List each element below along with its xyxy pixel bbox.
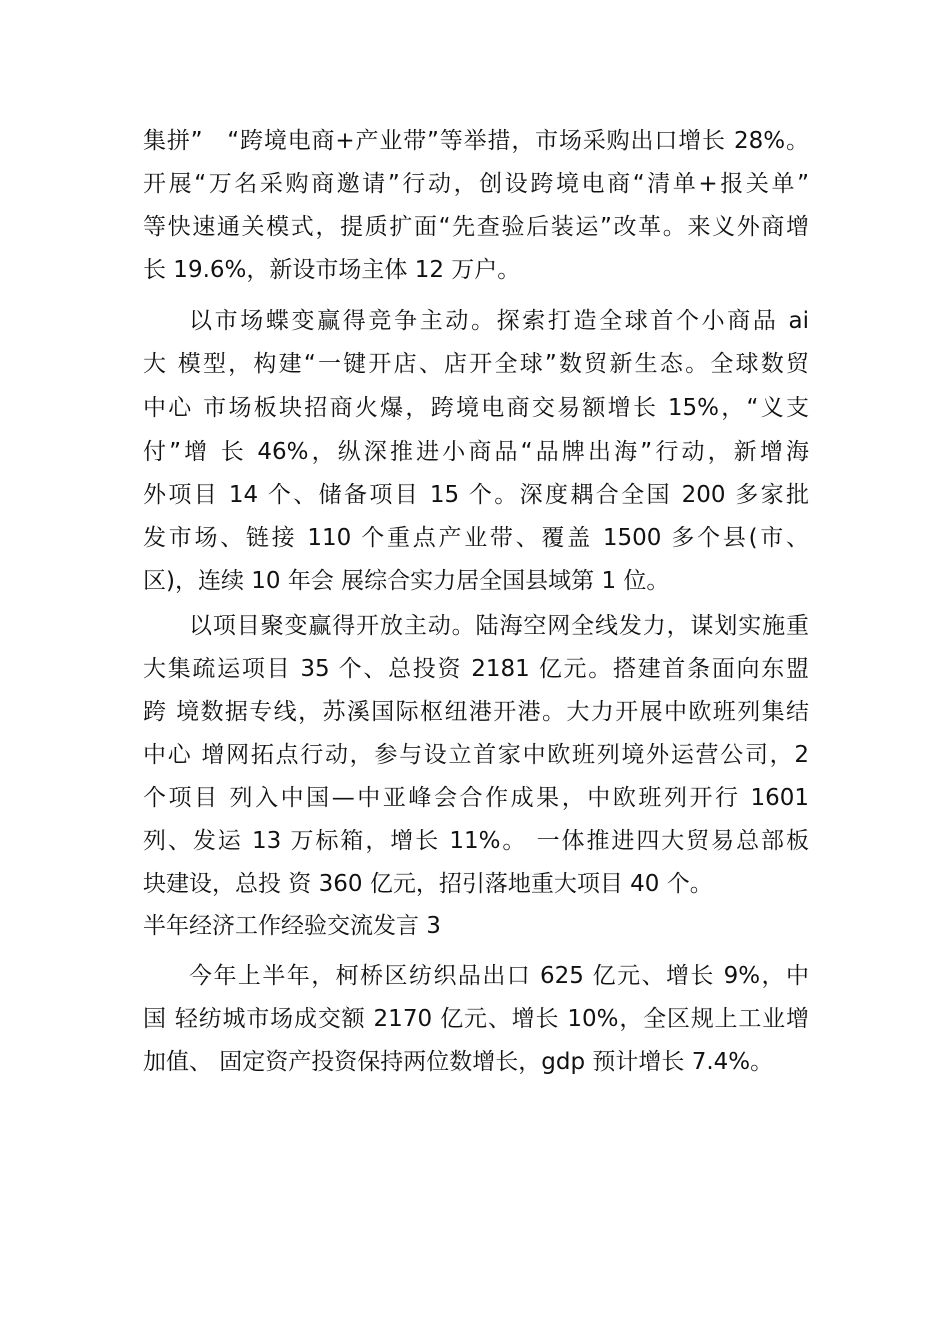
text-line: 开展“万名采购商邀请”行动，创设跨境电商“清单+报关单”: [143, 171, 809, 197]
text-line: 大 模型，构建“一键开店、店开全球”数贸新生态。全球数贸: [143, 351, 809, 377]
text-line: 个项目 列入中国—中亚峰会合作成果，中欧班列开行 1601: [143, 785, 809, 811]
text-line: 列、发运 13 万标箱，增长 11%。 一体推进四大贸易总部板: [143, 828, 809, 854]
text-line: 等快速通关模式，提质扩面“先查验后装运”改革。来义外商增: [143, 214, 809, 240]
text-line: 跨 境数据专线，苏溪国际枢纽港开港。大力开展中欧班列集结: [143, 699, 809, 725]
text-line: 国 轻纺城市场成交额 2170 亿元、增长 10%，全区规上工业增: [143, 1006, 809, 1032]
text-line: 中心 增网拓点行动，参与设立首家中欧班列境外运营公司，2: [143, 742, 809, 768]
text-line: 外项目 14 个、储备项目 15 个。深度耦合全国 200 多家批: [143, 482, 809, 508]
text-line: 今年上半年，柯桥区纺织品出口 625 亿元、增长 9%，中: [189, 963, 809, 989]
text-line: 长 19.6%，新设市场主体 12 万户。: [143, 257, 521, 283]
text-line: 以项目聚变赢得开放主动。陆海空网全线发力，谋划实施重: [189, 613, 809, 639]
text-line: 块建设，总投 资 360 亿元，招引落地重大项目 40 个。: [143, 871, 713, 897]
text-line: 发市场、链接 110 个重点产业带、覆盖 1500 多个县(市、: [143, 525, 809, 551]
text-line: 加值、 固定资产投资保持两位数增长，gdp 预计增长 7.4%。: [143, 1049, 774, 1075]
text-line: 付”增 长 46%，纵深推进小商品“品牌出海”行动，新增海: [143, 439, 809, 465]
text-line: 以市场蝶变赢得竞争主动。探索打造全球首个小商品 ai: [189, 308, 809, 334]
text-line: 中心 市场板块招商火爆，跨境电商交易额增长 15%，“义支: [143, 395, 809, 421]
section-heading: 半年经济工作经验交流发言 3: [143, 913, 441, 939]
text-line: 区)，连续 10 年会 展综合实力居全国县域第 1 位。: [143, 568, 670, 594]
text-line: 集拼” “跨境电商+产业带”等举措，市场采购出口增长 28%。: [143, 128, 809, 154]
text-line: 大集疏运项目 35 个、总投资 2181 亿元。搭建首条面向东盟: [143, 656, 809, 682]
